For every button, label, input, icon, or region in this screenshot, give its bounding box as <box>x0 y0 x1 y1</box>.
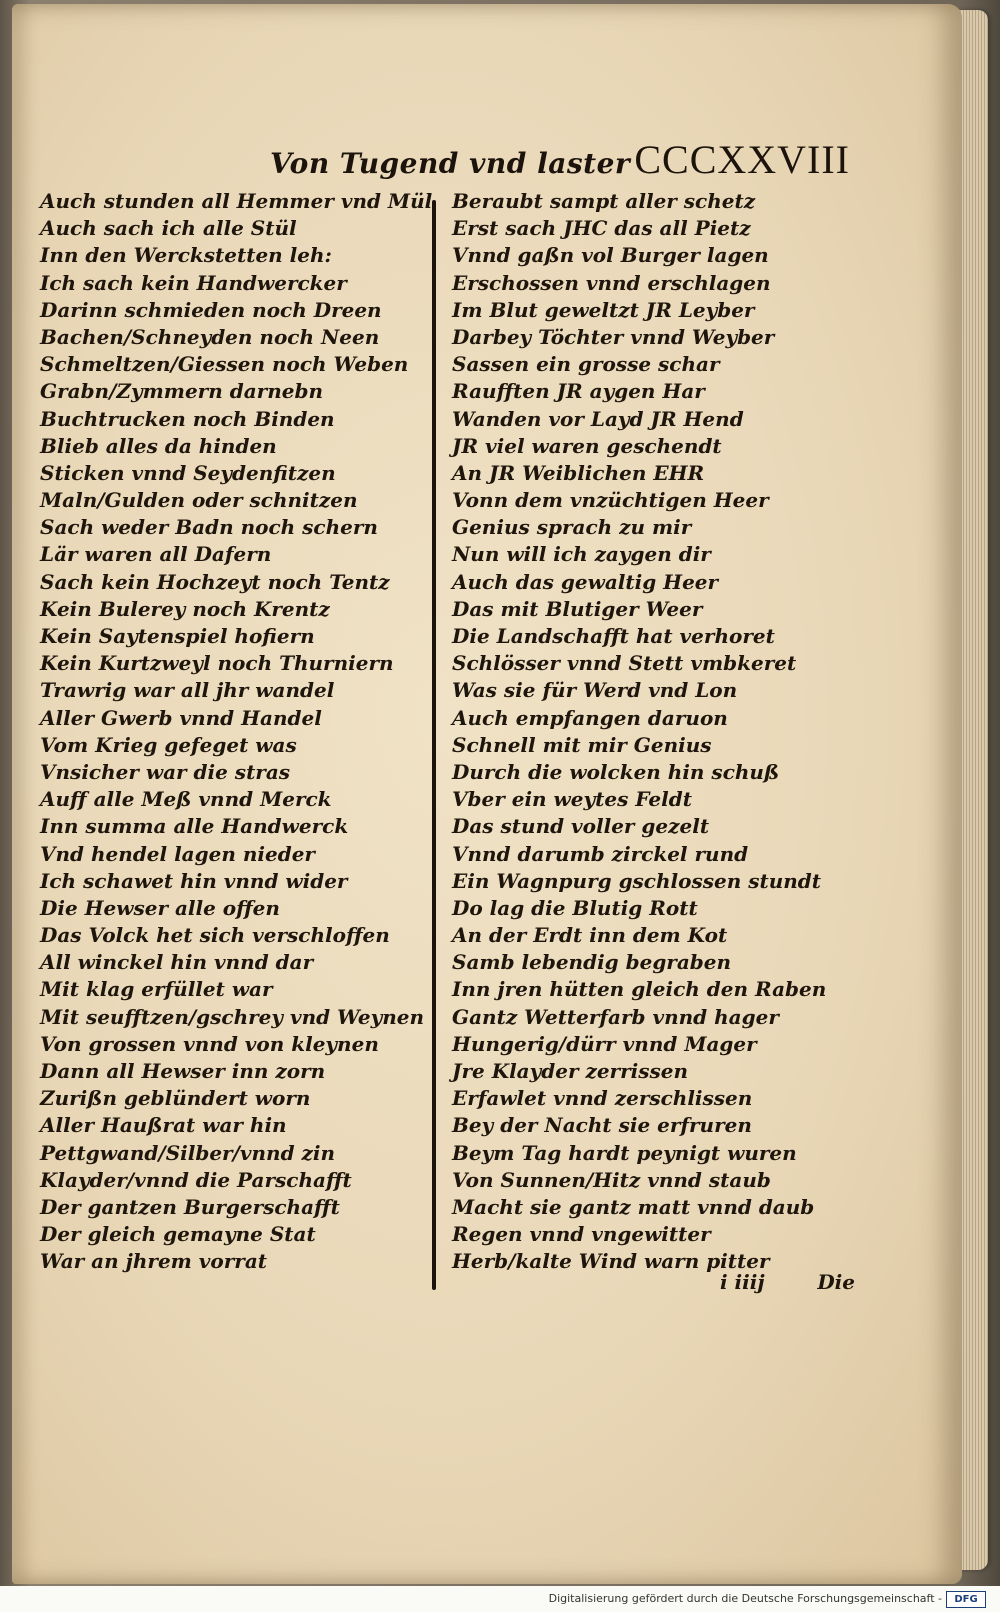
running-title: Von Tugend vnd laster <box>270 147 631 180</box>
verse-line: Herb/kalte Wind warn pitter <box>452 1249 770 1274</box>
verse-line: Vnnd gaßn vol Burger lagen <box>452 243 769 268</box>
dfg-logo: DFG <box>946 1591 986 1608</box>
verse-line: Auch empfangen daruon <box>452 705 728 730</box>
verse-line: Beraubt sampt aller schetz <box>452 189 756 213</box>
verse-line: War an jhrem vorrat <box>40 1249 268 1274</box>
verse-line: Sach kein Hochzeyt noch Tentz <box>40 569 390 594</box>
verse-line: Vonn dem vnzüchtigen Heer <box>452 488 769 513</box>
left-verse-column <box>40 188 435 1276</box>
verse-line: Sassen ein grosse schar <box>452 352 720 377</box>
verse-line: Das mit Blutiger Weer <box>452 596 703 621</box>
verse-line: Samb lebendig begraben <box>452 950 732 975</box>
verse-line: Jre Klayder zerrissen <box>452 1059 688 1083</box>
column-divider-rule <box>432 200 436 1290</box>
verse-line: Aller Haußrat war hin <box>40 1113 287 1138</box>
verse-line: Kein Bulerey noch Krentz <box>40 596 330 621</box>
verse-line: Vber ein weytes Feldt <box>452 787 692 812</box>
verse-line: Ich sach kein Handwercker <box>40 270 347 295</box>
right-verse-column <box>452 188 852 1276</box>
book-page-edges <box>958 10 988 1570</box>
verse-line: Die Landschafft hat verhoret <box>452 624 775 648</box>
verse-line: Mit klag erfüllet war <box>40 977 273 1002</box>
verse-line: Bachen/Schneyden noch Neen <box>40 324 380 349</box>
verse-line: Nun will ich zaygen dir <box>452 542 711 567</box>
verse-line: Grabn/Zymmern darnebn <box>40 379 323 404</box>
verse-line: Bey der Nacht sie erfruren <box>452 1113 752 1138</box>
verse-line: Das stund voller gezelt <box>452 814 710 839</box>
verse-line: Das Volck het sich verschloffen <box>40 923 390 948</box>
folio-number: CCCXXVIII <box>634 137 850 182</box>
verse-line: Blieb alles da hinden <box>40 433 277 458</box>
verse-line: Darbey Töchter vnnd Weyber <box>452 324 775 349</box>
verse-line: Die Hewser alle offen <box>40 895 280 920</box>
verse-line: Ein Wagnpurg gschlossen stundt <box>452 868 822 893</box>
verse-line: Beym Tag hardt peynigt wuren <box>452 1140 797 1165</box>
verse-line: Im Blut geweltzt JR Leyber <box>452 297 755 322</box>
verse-line: JR viel waren geschendt <box>452 433 722 458</box>
verse-line: Inn summa alle Handwerck <box>40 814 349 839</box>
verse-line: Buchtrucken noch Binden <box>40 406 335 431</box>
verse-line: Kein Kurtzweyl noch Thurniern <box>40 651 394 676</box>
verse-line: Durch die wolcken hin schuß <box>452 759 780 784</box>
verse-line: Pettgwand/Silber/vnnd zin <box>40 1140 336 1165</box>
verse-line: An JR Weiblichen EHR <box>452 460 705 485</box>
verse-line: Der gantzen Burgerschafft <box>40 1194 340 1219</box>
verse-line: Erschossen vnnd erschlagen <box>452 270 771 295</box>
verse-line: Gantz Wetterfarb vnnd hager <box>452 1004 779 1029</box>
verse-line: Der gleich gemayne Stat <box>40 1222 316 1247</box>
verse-line: Auch sach ich alle Stül <box>40 216 297 241</box>
verse-line: Lär waren all Dafern <box>40 542 272 567</box>
verse-line: Mit seufftzen/gschrey vnd Weynen <box>40 1004 425 1029</box>
verse-line: Darinn schmieden noch Dreen <box>40 297 382 322</box>
funding-notice: Digitalisierung gefördert durch die Deutsche Forschungsgemeinschaft - <box>548 1592 942 1605</box>
verse-line: Dann all Hewser inn zorn <box>40 1059 326 1083</box>
catchword: Die <box>817 1270 855 1294</box>
verse-line: Schlösser vnnd Stett vmbkeret <box>452 651 797 676</box>
verse-line: Raufften JR aygen Har <box>452 379 705 404</box>
verse-line: Genius sprach zu mir <box>452 515 692 540</box>
verse-line: Inn jren hütten gleich den Raben <box>452 977 827 1002</box>
verse-line: Sach weder Badn noch schern <box>40 515 378 540</box>
verse-line: Auch das gewaltig Heer <box>452 569 719 594</box>
verse-line: Maln/Gulden oder schnitzen <box>40 488 358 513</box>
verse-line: Schmeltzen/Giessen noch Weben <box>40 352 409 377</box>
catchline <box>720 1270 855 1294</box>
verse-line: Was sie für Werd vnd Lon <box>452 678 738 703</box>
signature-mark: i iiij <box>720 1270 765 1294</box>
verse-line: Erst sach JHC das all Pietz <box>452 216 751 241</box>
verse-line: An der Erdt inn dem Kot <box>452 923 728 948</box>
verse-line: Von grossen vnnd von kleynen <box>40 1031 379 1056</box>
verse-line: Do lag die Blutig Rott <box>452 895 698 920</box>
verse-line: Aller Gwerb vnnd Handel <box>40 705 322 730</box>
verse-line: Vnsicher war die stras <box>40 759 291 784</box>
verse-line: Hungerig/dürr vnnd Mager <box>452 1031 757 1056</box>
verse-line: Macht sie gantz matt vnnd daub <box>452 1194 815 1219</box>
verse-line: Schnell mit mir Genius <box>452 732 712 757</box>
verse-line: Erfawlet vnnd zerschlissen <box>452 1086 753 1111</box>
verse-line: Trawrig war all jhr wandel <box>40 678 335 703</box>
verse-line: All winckel hin vnnd dar <box>40 950 314 975</box>
verse-line: Sticken vnnd Seydenfitzen <box>40 460 336 485</box>
verse-line: Inn den Werckstetten leh: <box>40 243 332 268</box>
running-head <box>270 136 850 186</box>
verse-line: Ich schawet hin vnnd wider <box>40 868 348 893</box>
verse-line: Klayder/vnnd die Parschafft <box>40 1167 352 1192</box>
verse-line: Vnd hendel lagen nieder <box>40 841 315 866</box>
verse-line: Regen vnnd vngewitter <box>452 1222 711 1247</box>
verse-line: Von Sunnen/Hitz vnnd staub <box>452 1167 771 1192</box>
verse-line: Vom Krieg gefeget was <box>40 732 297 757</box>
verse-line: Kein Saytenspiel hofiern <box>40 624 315 648</box>
verse-line: Wanden vor Layd JR Hend <box>452 406 744 431</box>
verse-line: Vnnd darumb zirckel rund <box>452 841 749 866</box>
verse-line: Auff alle Meß vnnd Merck <box>40 787 332 812</box>
verse-line: Auch stunden all Hemmer vnd Mül <box>40 189 433 213</box>
verse-line: Zurißn geblündert worn <box>40 1086 311 1111</box>
